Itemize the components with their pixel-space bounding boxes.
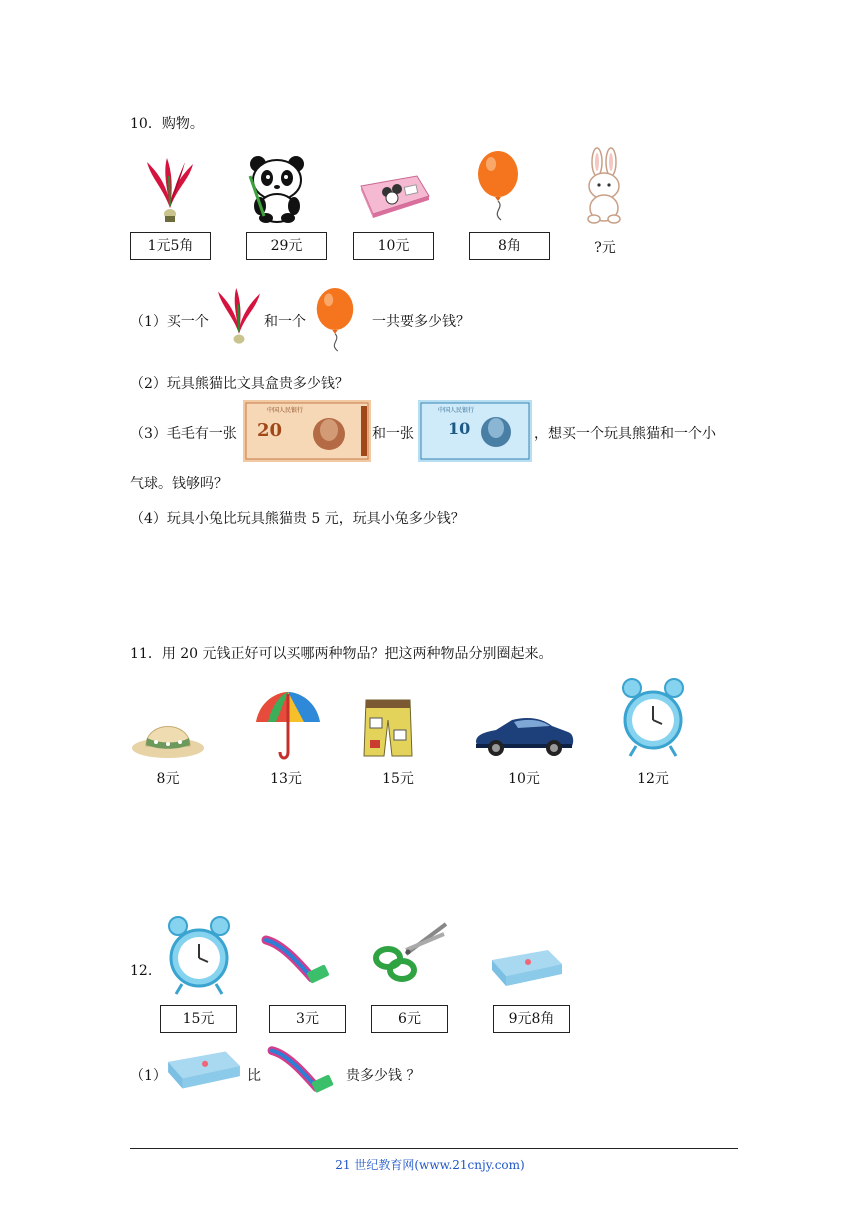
price-tag-panda: 29元 bbox=[246, 232, 327, 260]
q11-title: 11．用 20 元钱正好可以买哪两种物品？把这两种物品分别圈起来。 bbox=[130, 646, 553, 662]
svg-text:20: 20 bbox=[257, 420, 283, 441]
price-tag-scissors: 6元 bbox=[371, 1005, 448, 1033]
q10-sub3-part-d: 气球。钱够吗？ bbox=[130, 476, 228, 492]
shuttlecock-icon bbox=[145, 158, 195, 226]
balloon-icon bbox=[314, 286, 356, 354]
toothbrush-icon bbox=[262, 934, 336, 990]
toothbrush-icon bbox=[268, 1044, 340, 1100]
price-tag-pencil-case: 10元 bbox=[353, 232, 434, 260]
price-tag-balloon: 8角 bbox=[469, 232, 550, 260]
shuttlecock-icon bbox=[214, 288, 264, 350]
q10-sub1-part-a: （1）买一个 bbox=[130, 314, 209, 330]
q12-sub1-part-a: （1） bbox=[130, 1068, 167, 1084]
shorts-icon bbox=[362, 696, 414, 760]
alarm-clock-icon bbox=[622, 674, 684, 760]
price-label-hat: 8元 bbox=[156, 771, 180, 787]
price-label-umbrella: 13元 bbox=[270, 771, 302, 787]
q10-sub1-part-b: 和一个 bbox=[264, 314, 306, 330]
hat-icon bbox=[130, 708, 206, 760]
price-label-alarm-clock: 12元 bbox=[637, 771, 669, 787]
q10-sub1-part-c: 一共要多少钱？ bbox=[372, 314, 470, 330]
rabbit-toy-icon bbox=[580, 148, 628, 224]
pencil-case-icon bbox=[357, 172, 431, 218]
svg-text:中国人民银行: 中国人民银行 bbox=[438, 407, 475, 414]
panda-toy-icon bbox=[246, 154, 308, 224]
scissors-icon bbox=[372, 920, 450, 982]
q10-title: 10．购物。 bbox=[130, 116, 204, 132]
towel-icon bbox=[164, 1046, 242, 1092]
q10-sub4: （4）玩具小兔比玩具熊猫贵 5 元，玩具小兔多少钱？ bbox=[130, 511, 465, 527]
q10-sub3-part-a: （3）毛毛有一张 bbox=[130, 426, 237, 442]
q10-sub3-part-b: 和一张 bbox=[372, 426, 414, 442]
price-tag-towel: 9元8角 bbox=[493, 1005, 570, 1033]
q12-title: 12. bbox=[130, 963, 153, 979]
balloon-icon bbox=[475, 150, 521, 222]
footer-source[interactable]: 21 世纪教育网(www.21cnjy.com) bbox=[335, 1158, 525, 1172]
q12-sub1-part-c: 贵多少钱 ？ bbox=[346, 1068, 421, 1084]
q10-sub3-part-c: ，想买一个玩具熊猫和一个小 bbox=[534, 426, 716, 442]
q12-sub1-part-b: 比 bbox=[247, 1068, 261, 1084]
price-label-shorts: 15元 bbox=[382, 771, 414, 787]
umbrella-icon bbox=[254, 690, 322, 762]
car-icon bbox=[472, 712, 576, 758]
price-tag-toothbrush: 3元 bbox=[269, 1005, 346, 1033]
footer-divider bbox=[130, 1148, 738, 1149]
q10-sub2: （2）玩具熊猫比文具盒贵多少钱？ bbox=[130, 376, 349, 392]
banknote-10-icon bbox=[418, 400, 532, 462]
banknote-20-icon bbox=[243, 400, 371, 462]
svg-text:中国人民银行: 中国人民银行 bbox=[267, 407, 304, 414]
towel-icon bbox=[488, 946, 564, 988]
price-label-car: 10元 bbox=[508, 771, 540, 787]
svg-text:10: 10 bbox=[448, 419, 471, 438]
price-tag-shuttlecock: 1元5角 bbox=[130, 232, 211, 260]
price-tag-alarm-clock: 15元 bbox=[160, 1005, 237, 1033]
alarm-clock-icon bbox=[168, 912, 230, 998]
price-tag-rabbit: ?元 bbox=[594, 240, 616, 256]
